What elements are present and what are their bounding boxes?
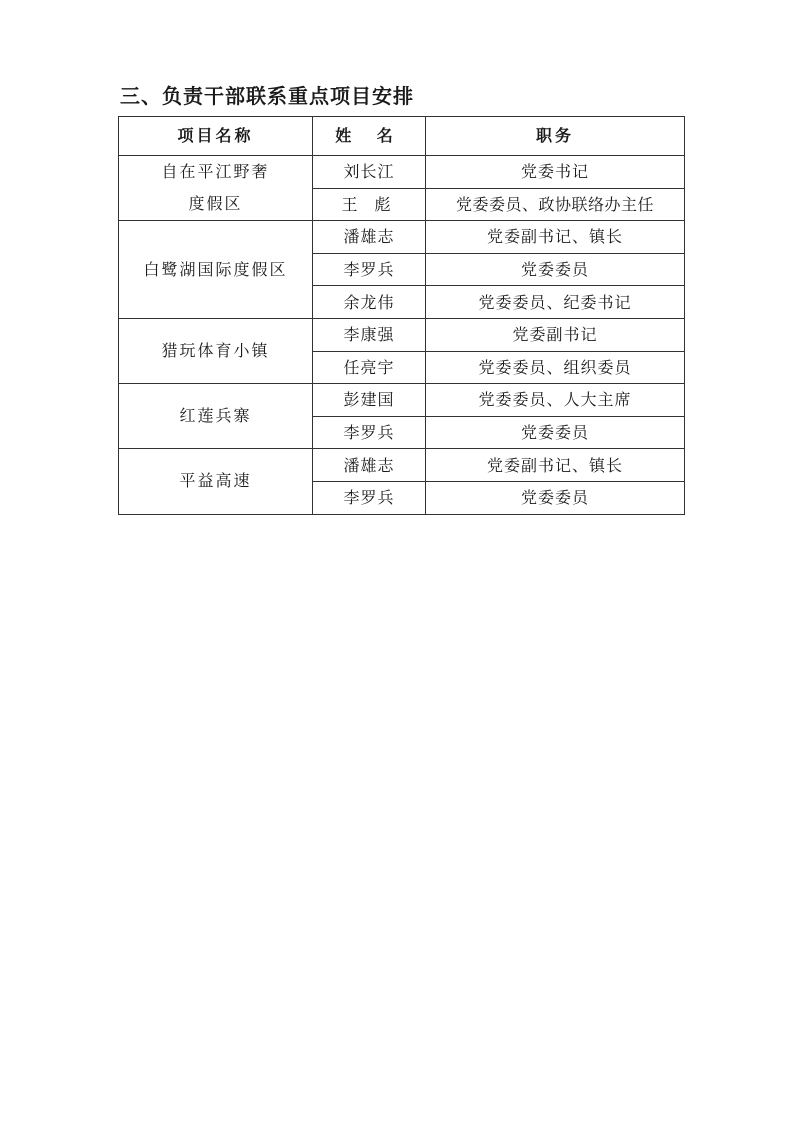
table-header-row (119, 117, 685, 156)
header-position: 职务 (426, 117, 685, 156)
member-position: 党委副书记、镇长 (426, 221, 685, 254)
member-position: 党委副书记、镇长 (426, 449, 685, 482)
member-name: 彭建国 (313, 384, 426, 417)
member-name: 任亮宇 (313, 351, 426, 384)
project-name: 白鹭湖国际度假区 (143, 259, 288, 279)
project-name: 红莲兵寨 (179, 406, 252, 426)
table-row (119, 156, 685, 189)
member-position: 党委委员 (426, 481, 685, 514)
project-cell (119, 221, 313, 319)
member-position: 党委委员 (426, 416, 685, 449)
member-position: 党委副书记 (426, 318, 685, 351)
project-cell (119, 449, 313, 514)
header-person-name: 姓 名 (313, 117, 426, 156)
project-cell (119, 384, 313, 449)
member-position: 党委委员、人大主席 (426, 384, 685, 417)
member-name: 李康强 (313, 318, 426, 351)
member-name: 余龙伟 (313, 286, 426, 319)
member-name: 潘雄志 (313, 449, 426, 482)
table-row (119, 221, 685, 254)
member-name: 李罗兵 (313, 253, 426, 286)
member-name: 李罗兵 (313, 481, 426, 514)
project-assignment-table (118, 116, 685, 515)
table-row (119, 449, 685, 482)
member-name: 刘长江 (313, 156, 426, 189)
header-project-name: 项目名称 (119, 117, 313, 156)
table-row (119, 318, 685, 351)
member-position: 党委委员、政协联络办主任 (426, 188, 685, 221)
section-title: 三、负责干部联系重点项目安排 (120, 84, 414, 108)
project-name: 猎玩体育小镇 (161, 341, 270, 361)
member-position: 党委委员 (426, 253, 685, 286)
member-position: 党委委员、组织委员 (426, 351, 685, 384)
project-cell (119, 156, 313, 221)
member-position: 党委书记 (426, 156, 685, 189)
member-position: 党委委员、纪委书记 (426, 286, 685, 319)
member-name: 潘雄志 (313, 221, 426, 254)
table-row (119, 384, 685, 417)
project-name: 自在平江野奢 度假区 (161, 162, 270, 214)
project-name: 平益高速 (179, 471, 252, 491)
project-cell (119, 318, 313, 383)
member-name: 李罗兵 (313, 416, 426, 449)
member-name: 王 彪 (313, 188, 426, 221)
